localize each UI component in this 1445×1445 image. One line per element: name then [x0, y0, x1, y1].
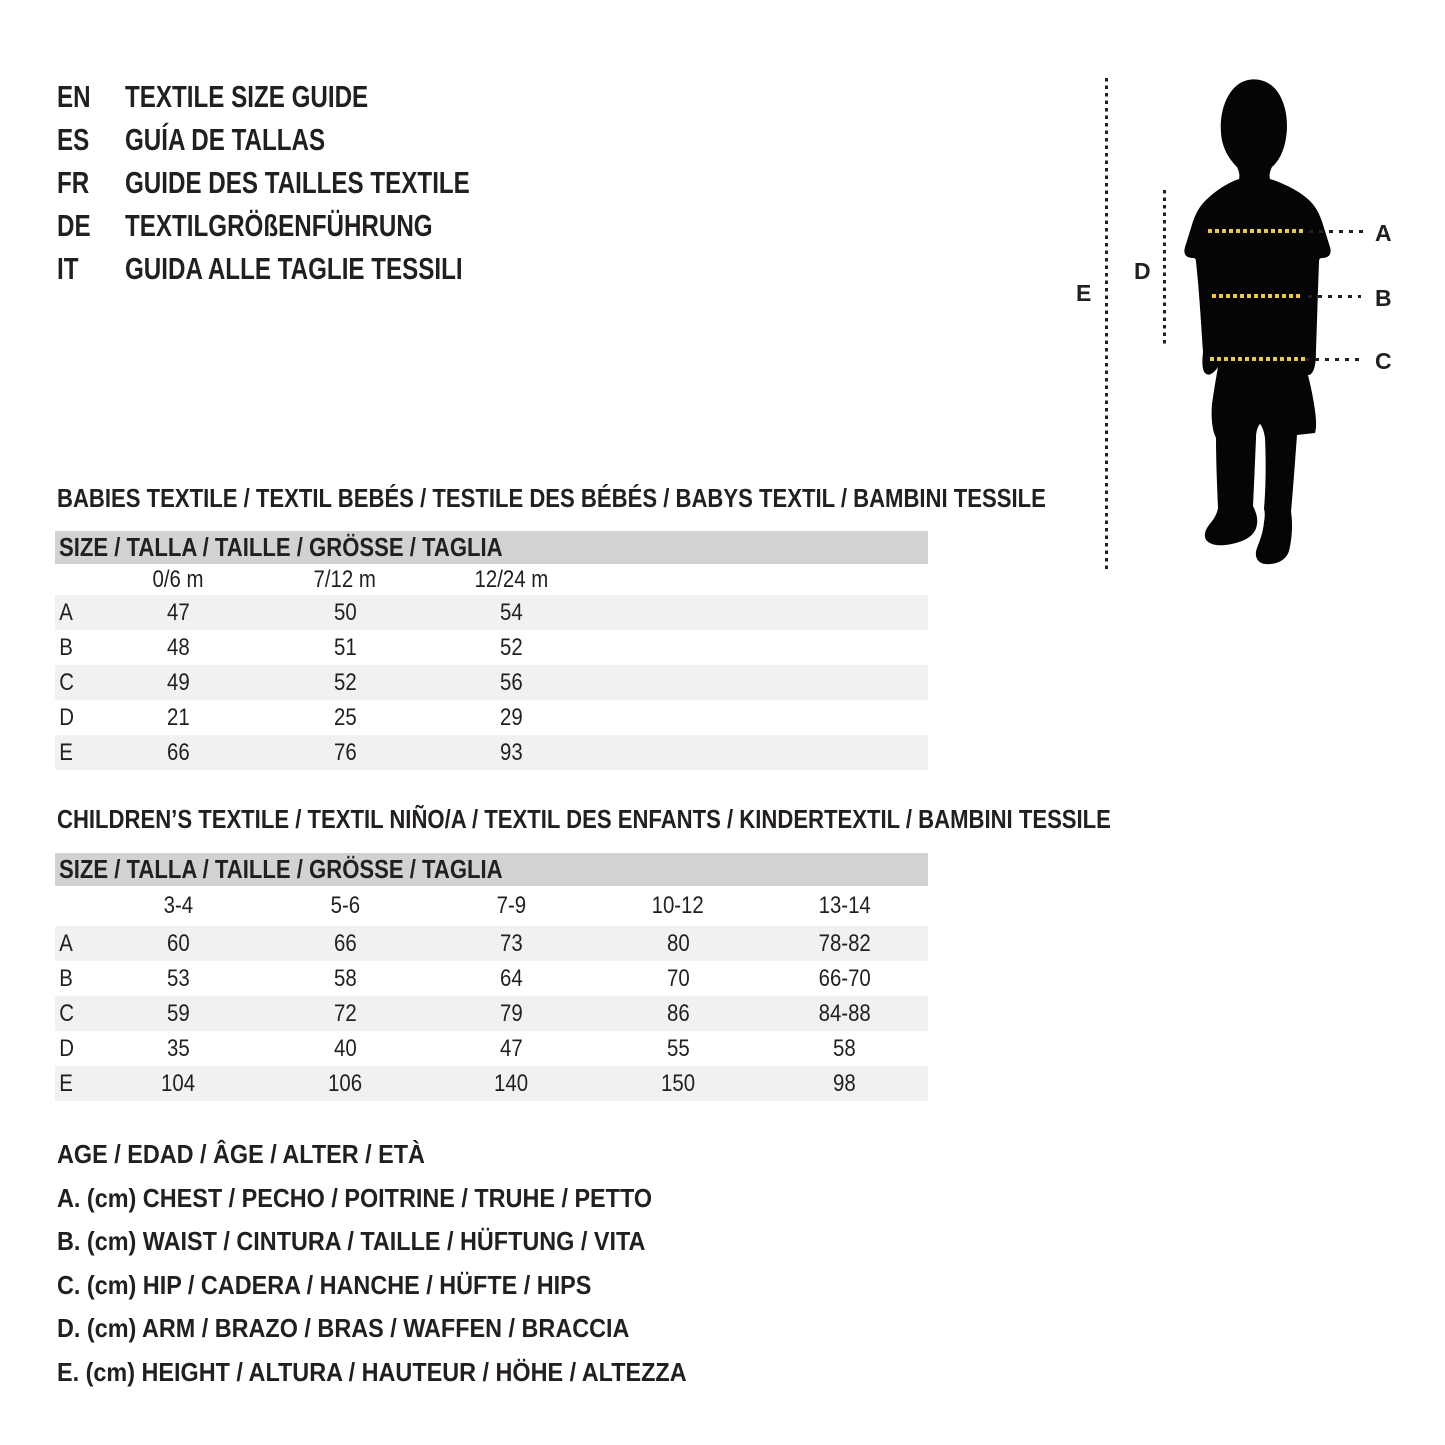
title-row-en	[57, 75, 567, 118]
chest-leader-line-a	[1309, 230, 1364, 233]
babies-col-1: 7/12 m	[313, 565, 377, 593]
children-column-header-row	[55, 886, 928, 926]
babies-size-header-bar: SIZE / TALLA / TAILLE / GRÖSSE / TAGLIA	[55, 531, 928, 564]
lang-code-it: IT	[57, 250, 79, 286]
language-title-block	[57, 75, 567, 290]
table-row: B 48 51 52	[59, 633, 523, 661]
legend-height: E. (cm) HEIGHT / ALTURA / HAUTEUR / HÖHE / ALTEZZA	[57, 1356, 687, 1387]
lang-code-de: DE	[57, 207, 91, 243]
measure-label-a: A	[1375, 220, 1392, 246]
children-size-table	[55, 853, 928, 1101]
title-row-de	[57, 204, 567, 247]
title-row-it	[57, 247, 567, 290]
babies-size-table	[55, 531, 928, 770]
legend-chest: A. (cm) CHEST / PECHO / POITRINE / TRUHE / PETTO	[57, 1182, 653, 1213]
children-col-4: 13-14	[818, 892, 871, 919]
guide-title-it: GUIDA ALLE TAGLIE TESSILI	[125, 250, 463, 286]
measurement-legend	[57, 1133, 757, 1394]
measure-label-c: C	[1375, 348, 1392, 374]
hip-leader-line-c	[1305, 358, 1363, 361]
table-row: D 35 40 47 55 58	[59, 1034, 857, 1062]
legend-hip: C. (cm) HIP / CADERA / HANCHE / HÜFTE / HIPS	[57, 1269, 592, 1300]
guide-title-de: TEXTILGRÖßENFÜHRUNG	[125, 207, 433, 243]
table-row: E 104 106 140 150 98	[55, 1066, 928, 1101]
table-row: D 21 25 29	[59, 703, 523, 731]
babies-section-title: BABIES TEXTILE / TEXTIL BEBÉS / TESTILE DES BÉBÉS / BABYS TEXTIL / BAMBINI TESSILE	[57, 483, 1046, 513]
legend-age: AGE / EDAD / ÂGE / ALTER / ETÀ	[57, 1139, 425, 1170]
table-row: A 47 50 54	[55, 595, 928, 630]
children-col-2: 7-9	[496, 892, 527, 919]
guide-title-en: TEXTILE SIZE GUIDE	[125, 78, 369, 114]
guide-title-es: GUÍA DE TALLAS	[125, 121, 326, 157]
lang-code-fr: FR	[57, 164, 90, 200]
children-section-title: CHILDREN’S TEXTILE / TEXTIL NIÑO/A / TEXTIL DES ENFANTS / KINDERTEXTIL / BAMBINI TESSILE	[57, 804, 1111, 834]
title-row-fr	[57, 161, 567, 204]
babies-col-2: 12/24 m	[474, 565, 549, 593]
table-row: E 66 76 93	[55, 735, 928, 770]
arm-measure-line-d	[1163, 190, 1166, 347]
lang-code-en: EN	[57, 78, 91, 114]
measure-label-b: B	[1375, 285, 1392, 311]
legend-waist: B. (cm) WAIST / CINTURA / TAILLE / HÜFTUNG / VITA	[57, 1226, 646, 1257]
waist-leader-line-b	[1308, 295, 1361, 298]
children-col-0: 3-4	[163, 892, 194, 919]
babies-column-header-row	[55, 564, 928, 595]
table-row: C 59 72 79 86 84-88	[55, 996, 928, 1031]
children-col-1: 5-6	[330, 892, 360, 919]
measure-label-d: D	[1134, 258, 1151, 284]
measure-label-e: E	[1076, 280, 1092, 306]
babies-col-0: 0/6 m	[152, 565, 204, 593]
children-col-3: 10-12	[651, 892, 705, 919]
title-row-es	[57, 118, 567, 161]
chest-measure-line-a	[1208, 229, 1304, 233]
guide-title-fr: GUIDE DES TAILLES TEXTILE	[125, 164, 470, 200]
lang-code-es: ES	[57, 121, 90, 157]
waist-measure-line-b	[1212, 294, 1300, 298]
table-row: A 60 66 73 80 78-82	[55, 926, 928, 961]
hip-measure-line-c	[1210, 357, 1305, 361]
legend-arm: D. (cm) ARM / BRAZO / BRAS / WAFFEN / BRACCIA	[57, 1313, 630, 1344]
table-row: C 49 52 56	[55, 665, 928, 700]
children-size-header-bar: SIZE / TALLA / TAILLE / GRÖSSE / TAGLIA	[55, 853, 928, 886]
table-row: B 53 58 64 70 66-70	[59, 964, 871, 992]
